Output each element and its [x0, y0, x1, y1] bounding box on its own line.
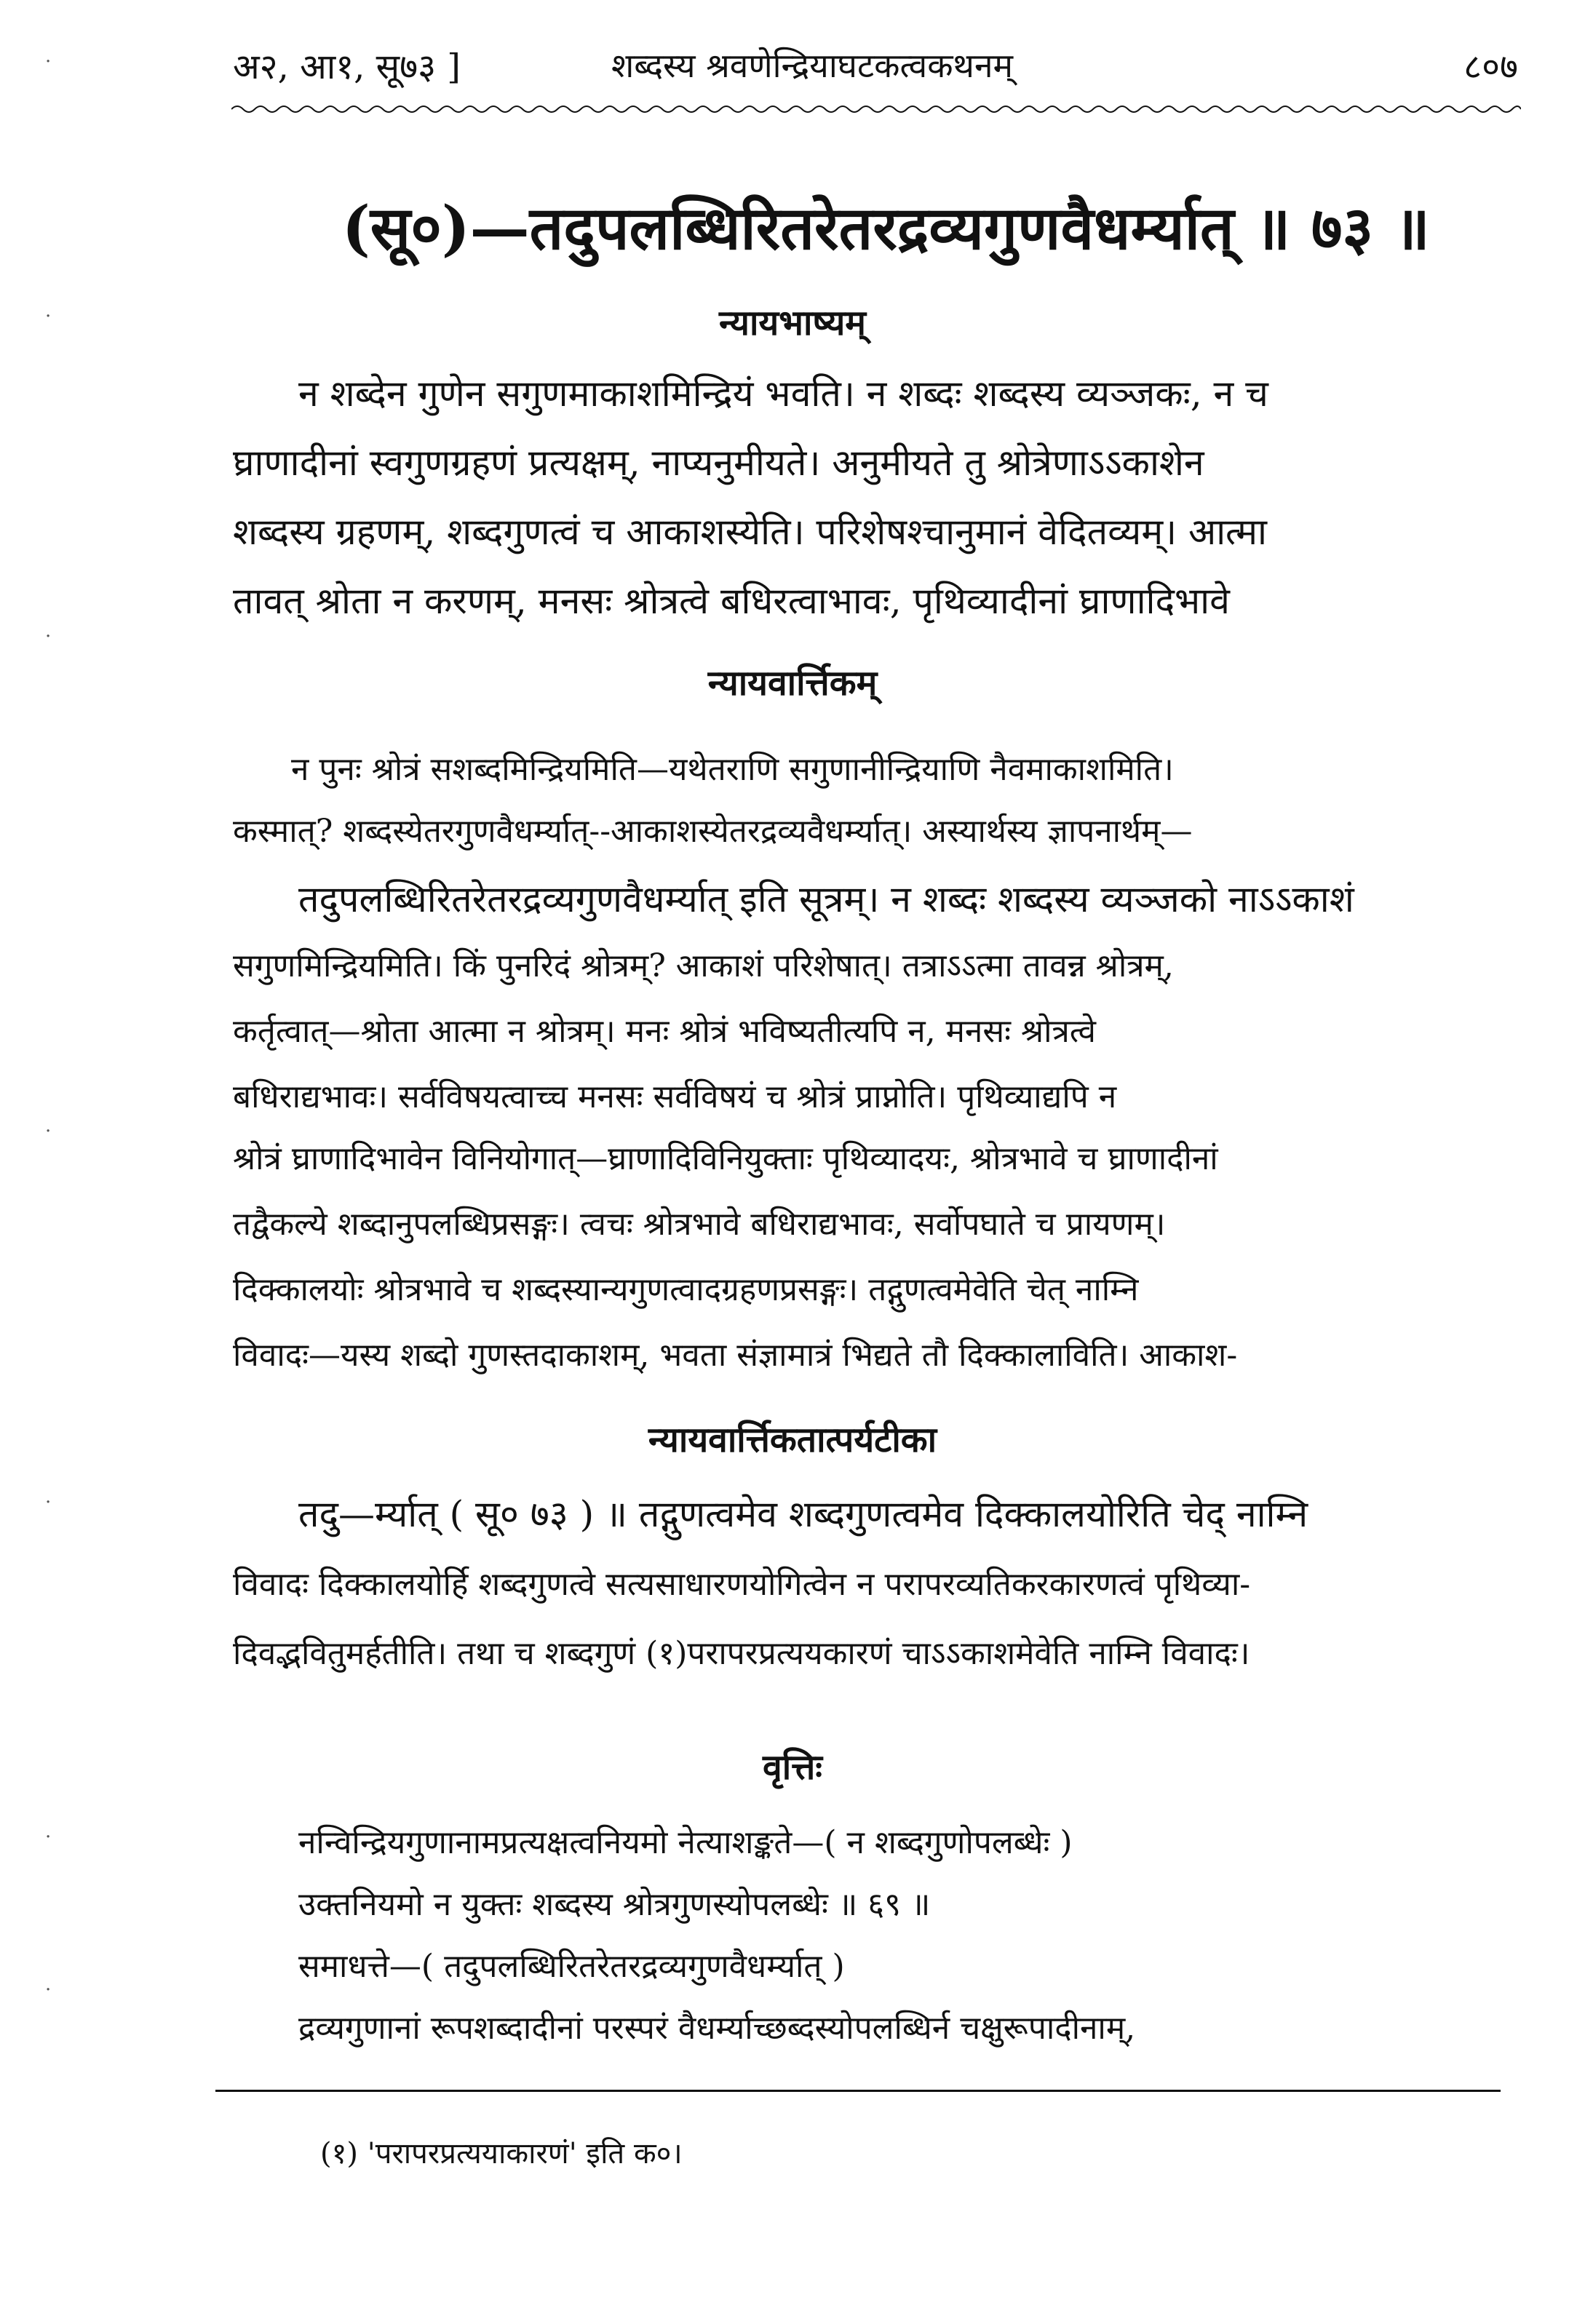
tika-line: तदु—र्म्यात् ( सू० ७३ ) ॥ तद्गुणत्वमेव शब्दगुणत्वमेव दिक्कालयोरिति चेद् नाम्नि	[298, 1493, 1308, 1535]
section-heading-bhashya: न्यायभाष्यम्	[718, 303, 867, 343]
header-wavy-rule	[231, 102, 1521, 116]
bhashya-line: न शब्देन गुणेन सगुणमाकाशमिन्द्रियं भवति। न शब्दः शब्दस्य व्यञ्जकः, न च	[298, 373, 1268, 415]
vartika-line: सगुणमिन्द्रियमिति। किं पुनरिदं श्रोत्रम्? आकाशं परिशेषात्। तत्राऽऽत्मा तावन्न श्रोत्रम्,	[233, 947, 1174, 984]
section-heading-tika: न्यायवार्त्तिकतात्पर्यटीका	[648, 1420, 937, 1460]
bhashya-line: शब्दस्य ग्रहणम्, शब्दगुणत्वं च आकाशस्येति। परिशेषश्चानुमानं वेदितव्यम्। आत्मा	[233, 511, 1267, 553]
running-title: शब्दस्य श्रवणेन्द्रियाघटकत्वकथनम्	[611, 46, 1013, 85]
vartika-line: तद्वैकल्ये शब्दानुपलब्धिप्रसङ्गः। त्वचः श्रोत्रभावे बधिराद्यभावः, सर्वोपघाते च प्रायणम्।	[233, 1206, 1166, 1243]
section-heading-vartika: न्यायवार्त्तिकम्	[707, 663, 878, 704]
footnote: (१) 'परापरप्रत्ययाकारणं' इति क०।	[320, 2137, 683, 2170]
running-header	[233, 42, 1518, 93]
scan-margin-mark: ·	[45, 306, 52, 327]
bhashya-line: घ्राणादीनां स्वगुणग्रहणं प्रत्यक्षम्, नाप्यनुमीयते। अनुमीयते तु श्रोत्रेणाऽऽकाशेन	[233, 442, 1204, 484]
vritti-line: उक्तनियमो न युक्तः शब्दस्य श्रोत्रगुणस्योपलब्धेः ॥ ६९ ॥	[298, 1886, 931, 1923]
tika-line: विवादः दिक्कालयोर्हि शब्दगुणत्वे सत्यसाधारणयोगित्वेन न परापरव्यतिकरकारणत्वं पृथिव्या-	[233, 1566, 1251, 1603]
vartika-line: दिक्कालयोः श्रोत्रभावे च शब्दस्यान्यगुणत्वादग्रहणप्रसङ्गः। तद्गुणत्वमेवेति चेत् नाम्नि	[233, 1271, 1139, 1308]
vartika-line: बधिराद्यभावः। सर्वविषयत्वाच्च मनसः सर्वविषयं च श्रोत्रं प्राप्नोति। पृथिव्याद्यपि न	[233, 1078, 1117, 1115]
scan-margin-mark: ·	[45, 1826, 52, 1848]
vartika-line: श्रोत्रं घ्राणादिभावेन विनियोगात्—घ्राणादिविनियुक्ताः पृथिव्यादयः, श्रोत्रभावे च घ्राणादीनां	[233, 1140, 1218, 1177]
vartika-line: विवादः—यस्य शब्दो गुणस्तदाकाशम्, भवता संज्ञामात्रं भिद्यते तौ दिक्कालाविति। आकाश-	[233, 1337, 1238, 1374]
tika-line: दिवद्भवितुमर्हतीति। तथा च शब्दगुणं (१)परापरप्रत्ययकारणं चाऽऽकाशमेवेति नाम्नि विवादः।	[233, 1635, 1250, 1672]
footnote-rule	[215, 2090, 1501, 2092]
scan-margin-mark: ·	[45, 1121, 52, 1142]
vartika-line: न पुनः श्रोत्रं सशब्दमिन्द्रियमिति—यथेतराणि सगुणानीन्द्रियाणि नैवमाकाशमिति।	[291, 751, 1174, 788]
scan-margin-mark: ·	[45, 1492, 52, 1513]
vritti-line: द्रव्यगुणानां रूपशब्दादीनां परस्परं वैधर्म्याच्छब्दस्योपलब्धिर्न चक्षुरूपादीनाम्,	[298, 2010, 1136, 2047]
scan-margin-mark: ·	[45, 1979, 52, 2001]
vritti-line: समाधत्ते—( तदुपलब्धिरितरेतरद्रव्यगुणवैधर्म्यात् )	[298, 1948, 845, 1985]
vartika-line: कर्तृत्वात्—श्रोता आत्मा न श्रोत्रम्। मनः श्रोत्रं भविष्यतीत्यपि न, मनसः श्रोत्रत्वे	[233, 1013, 1096, 1050]
scan-margin-mark: ·	[45, 51, 52, 73]
chapter-reference: अ२, आ१, सू७३ ]	[233, 47, 461, 87]
page-number: ८०७	[1463, 47, 1518, 87]
vartika-line: कस्मात्? शब्दस्येतरगुणवैधर्म्यात्--आकाशस्येतरद्रव्यवैधर्म्यात्। अस्यार्थस्य ज्ञापनार्थम्—	[233, 813, 1193, 850]
bhashya-line: तावत् श्रोता न करणम्, मनसः श्रोत्रत्वे बधिरत्वाभावः, पृथिव्यादीनां घ्राणादिभावे	[233, 580, 1230, 622]
sutra-heading: (सू०)—तदुपलब्धिरितरेतरद्रव्यगुणवैधर्म्यात् ॥ ७३ ॥	[342, 194, 1430, 263]
vritti-line: नन्विन्द्रियगुणानामप्रत्यक्षत्वनियमो नेत्याशङ्कते—( न शब्दगुणोपलब्धेः )	[298, 1824, 1073, 1861]
section-heading-vritti: वृत्तिः	[763, 1747, 822, 1788]
scan-margin-mark: ·	[45, 626, 52, 648]
vartika-line: तदुपलब्धिरितरेतरद्रव्यगुणवैधर्म्यात् इति सूत्रम्। न शब्दः शब्दस्य व्यञ्जको नाऽऽकाशं	[298, 878, 1354, 920]
